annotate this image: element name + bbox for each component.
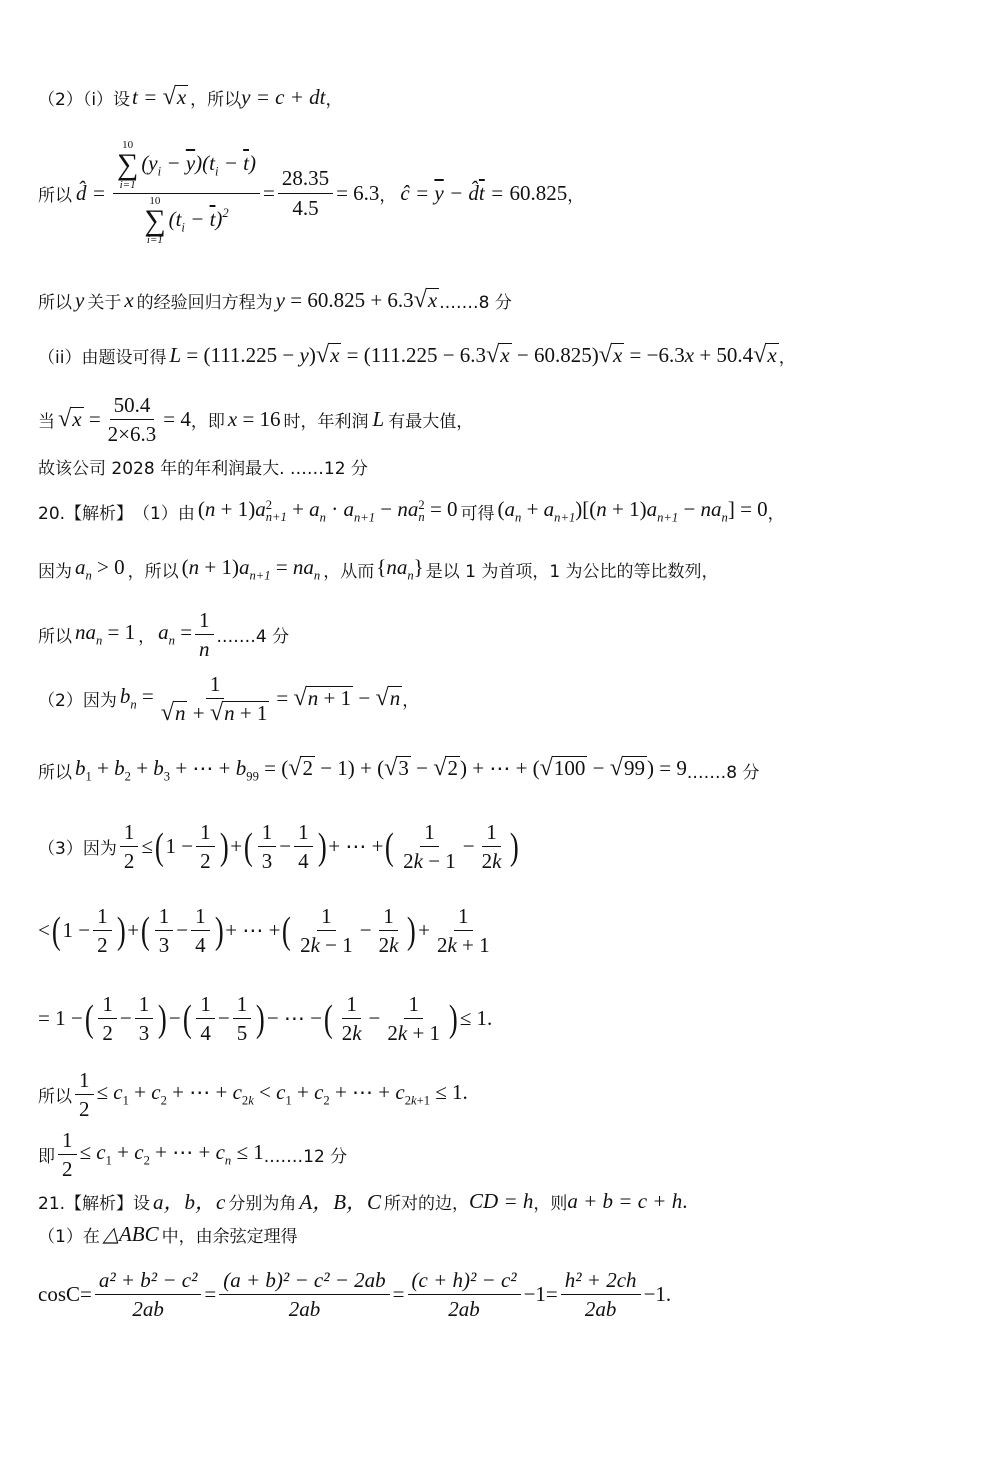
profit-expr: L = (111.225 − y) √ x = (111.225 − 6.3 √ x − 60.825) √ x = −6.3x + 50.4 √ x bbox=[169, 341, 777, 368]
text: ， bbox=[325, 90, 343, 110]
text: ， bbox=[778, 348, 796, 368]
p20-part3-line5: 即 $\frac{1}{2}$ ≤ $c_1 + c_2$ + ⋯ + $c_n \le 1$ .……12 分 bbox=[38, 1128, 348, 1182]
score: .……4 分 bbox=[216, 627, 290, 648]
p20-part1-line3: 所以 $na_n = 1$ ， $a_n$ = $\frac{1}{n}$ .……4 分 bbox=[38, 608, 290, 662]
text: ，则 bbox=[533, 1193, 568, 1214]
text: 可得 bbox=[460, 503, 495, 524]
text: 所以 bbox=[38, 293, 72, 313]
label: （3）因为 bbox=[38, 839, 117, 860]
d-hat-line: 所以 d̂ = 10 ∑ i=1 $(y_i - \overline{y})(t_i - \overline{t})$ 10 ∑ i=1 $(t_i - \overline{t})^2$ = $\frac{28.35}{4.5}$ = 6.3 ， ĉ = $\overline{y}$ − $d̂\overline{t} = 60.825$ ， bbox=[38, 139, 585, 246]
p20-part2-line2: 所以 $b_1 + b_2 + b_3$ + ⋯ + $b_{99}$ = ( √ 2 − 1) + ( √ 3 − √ 2 ) + ⋯ + ( √ 100 − √ 99 ) = 9 .……8 分 bbox=[38, 754, 760, 784]
sum-lower: i=1 bbox=[119, 178, 136, 191]
cd-eq: CD = h bbox=[469, 1188, 534, 1213]
numerator: 50.4 bbox=[110, 393, 155, 420]
side-vars: a，b，c bbox=[153, 1190, 226, 1214]
text: 所对的边， bbox=[384, 1193, 470, 1214]
d-hat-fraction: 10 ∑ i=1 $(y_i - \overline{y})(t_i - \overline{t})$ 10 ∑ i=1 $(t_i - \overline{t})^2$ bbox=[113, 140, 260, 246]
regression-equation: y = 60.825 + 6.3 √ x bbox=[275, 286, 438, 313]
triangle: △ABC bbox=[102, 1222, 159, 1246]
numeric-fraction bbox=[278, 166, 333, 219]
p20-part3-line4: 所以 $\frac{1}{2}$ ≤ $c_1 + c_2$ + ⋯ + $c_{2k} < c_1 + c_2$ + ⋯ + $c_{2k+1} \le 1$. bbox=[38, 1068, 468, 1122]
p20-part2-line1: （2）因为 $b_n$ = 1 √ n + √ n + 1 = √ n + 1 − √ n ， bbox=[38, 672, 420, 727]
max-line: 当 √ x = $\frac{50.4}{2\times 6.3}$ = 4 ，即 x = 16 时，年利润 L 有最大值， bbox=[38, 393, 474, 447]
score: .……8 分 bbox=[439, 293, 512, 313]
problem-header: 20.【解析】 bbox=[38, 503, 134, 524]
minus-one: −1 bbox=[523, 1282, 546, 1307]
t-def: t = √ x bbox=[132, 83, 187, 110]
numerator: 1 bbox=[195, 608, 214, 635]
numerator: 1 bbox=[206, 672, 225, 699]
d-value: = 6.3 bbox=[336, 180, 380, 205]
text: 所以 bbox=[38, 1087, 72, 1108]
text: 有最大值， bbox=[388, 412, 474, 433]
var-L: L bbox=[372, 407, 385, 432]
denominator: 2ab bbox=[448, 1297, 480, 1322]
numerator: 28.35 bbox=[278, 166, 333, 193]
text: 所以 bbox=[38, 762, 72, 783]
sum-lower: i=1 bbox=[146, 234, 163, 246]
denominator: 2ab bbox=[288, 1297, 321, 1322]
c-hat-expr: ĉ = $\overline{y}$ − $d̂\overline{t} = 60.825$ bbox=[400, 180, 568, 205]
denominator: 2ab bbox=[584, 1297, 617, 1322]
text: ，从而 bbox=[323, 561, 375, 582]
denominator: 2×6.3 bbox=[107, 422, 157, 447]
numerator: (c + h)² − c² bbox=[408, 1268, 521, 1295]
regression-line bbox=[38, 288, 512, 313]
text: ， bbox=[138, 627, 156, 648]
var-x: x bbox=[124, 288, 134, 312]
text: ，所以 bbox=[190, 90, 242, 110]
text: ，所以 bbox=[127, 561, 179, 582]
conclusion-line bbox=[38, 454, 368, 479]
p19-part2i-line bbox=[38, 85, 342, 110]
text: ， bbox=[767, 503, 785, 524]
text: 分别为角 bbox=[228, 1193, 297, 1214]
denominator: 4.5 bbox=[292, 195, 319, 220]
denominator: 2ab bbox=[132, 1297, 164, 1322]
label: （ii）由题设可得 bbox=[38, 348, 167, 368]
text: 所以 bbox=[38, 185, 72, 206]
text: 关于 bbox=[87, 293, 122, 313]
numerator: h² + 2ch bbox=[561, 1268, 641, 1295]
p20-part1-line1: 20.【解析】 （1）由 (n + 1)a 2 n+1 + $a_n \cdot a_{n+1}$ − na 2 n = 0 可得 $(a_n + a_{n+1})[(n + 1)a_{n+1} - na_n] = 0$ ， bbox=[38, 497, 785, 525]
label: （1）由 bbox=[133, 503, 195, 524]
numerator: (a + b)² − c² − 2ab bbox=[219, 1268, 389, 1295]
p20-part3-line2: < ( 1 − $\frac{1}{2}$ ) + ( $\frac{1}{3}$ − $\frac{1}{4}$ ) + ⋯ + ( $\frac{1}{2k - 1}$ − $\frac{1}{2k}$ ) + $\frac{1}{2k + 1}$ bbox=[38, 904, 490, 958]
p21-intro-line bbox=[38, 1186, 687, 1216]
conclusion-text: 故该公司 2028 年的年利润最大. ……12 分 bbox=[38, 459, 368, 479]
text: ， bbox=[402, 691, 420, 712]
text: 因为 bbox=[38, 561, 72, 582]
text: 当 bbox=[38, 412, 55, 433]
cosine-line: cosC = $\frac{\text{a² + b² − c²}}{2ab}$ = $\frac{\text{(a + b)² − c² − 2ab}}{2ab}$ = $\frac{\text{(c + h)² − c²}}{2ab}$ −1 = $\frac{\text{h² + 2ch}}{2ab}$ −1. bbox=[38, 1268, 672, 1322]
label: （2）（i）设 bbox=[38, 90, 131, 110]
var-y: y bbox=[75, 288, 85, 312]
problem-header: 21.【解析】 bbox=[38, 1193, 134, 1214]
an-fraction bbox=[195, 608, 214, 661]
max-fraction bbox=[104, 393, 161, 446]
result: = 4 bbox=[163, 407, 191, 432]
label: （2）因为 bbox=[38, 691, 117, 712]
numerator: a² + b² − c² bbox=[95, 1268, 202, 1295]
text: 即 bbox=[38, 1147, 55, 1168]
text: 的经验回归方程为 bbox=[136, 293, 273, 313]
model-eq: y = c + dt bbox=[241, 85, 326, 109]
p20-part3-line3: = 1 − ( $\frac{1}{2}$ − $\frac{1}{3}$ ) − ( $\frac{1}{4}$ − $\frac{1}{5}$ ) − ⋯ − ( $\frac{1}{2k}$ − $\frac{1}{2k + 1}$ ) ≤ 1. bbox=[38, 992, 493, 1046]
text: 所以 bbox=[38, 627, 72, 648]
p20-part1-line2: 因为 $a_n > 0$ ，所以 $(n + 1)a_{n+1} = na_n$ ，从而 $\{na_n\}$ 是以 1 为首项，1 为公比的等比数列， bbox=[38, 555, 719, 583]
p20-part3-line1: （3）因为 $\frac{1}{2}$ ≤ ( 1 − $\frac{1}{2}$ ) + ( $\frac{1}{3}$ − $\frac{1}{4}$ ) + ⋯ + ( $\frac{1}{2k - 1}$ − $\frac{1}{2k}$ ) bbox=[38, 820, 520, 874]
text: . bbox=[682, 1188, 688, 1213]
text: 设 bbox=[133, 1193, 151, 1214]
profit-line bbox=[38, 343, 796, 368]
text: 时，年利润 bbox=[283, 412, 369, 433]
cos-lhs: cosC bbox=[38, 1282, 80, 1307]
angle-vars: A，B，C bbox=[299, 1190, 382, 1214]
text: −1. bbox=[643, 1282, 672, 1307]
text: 是以 1 为首项，1 为公比的等比数列， bbox=[425, 561, 719, 582]
score: .……12 分 bbox=[263, 1147, 348, 1168]
bn-fraction: 1 √ n + √ n + 1 bbox=[160, 672, 268, 727]
text: 中，由余弦定理得 bbox=[161, 1227, 298, 1247]
label: （1）在 bbox=[38, 1227, 100, 1247]
sum-eq: a + b = c + h bbox=[567, 1188, 683, 1213]
d-hat: d̂ = bbox=[76, 180, 106, 205]
denominator: n bbox=[199, 637, 210, 662]
p21-part1-label bbox=[38, 1222, 298, 1247]
score: .……8 分 bbox=[686, 762, 760, 783]
sum-upper: 10 bbox=[122, 139, 134, 151]
text: ，即 bbox=[190, 412, 225, 433]
sum-upper: 10 bbox=[149, 194, 161, 207]
